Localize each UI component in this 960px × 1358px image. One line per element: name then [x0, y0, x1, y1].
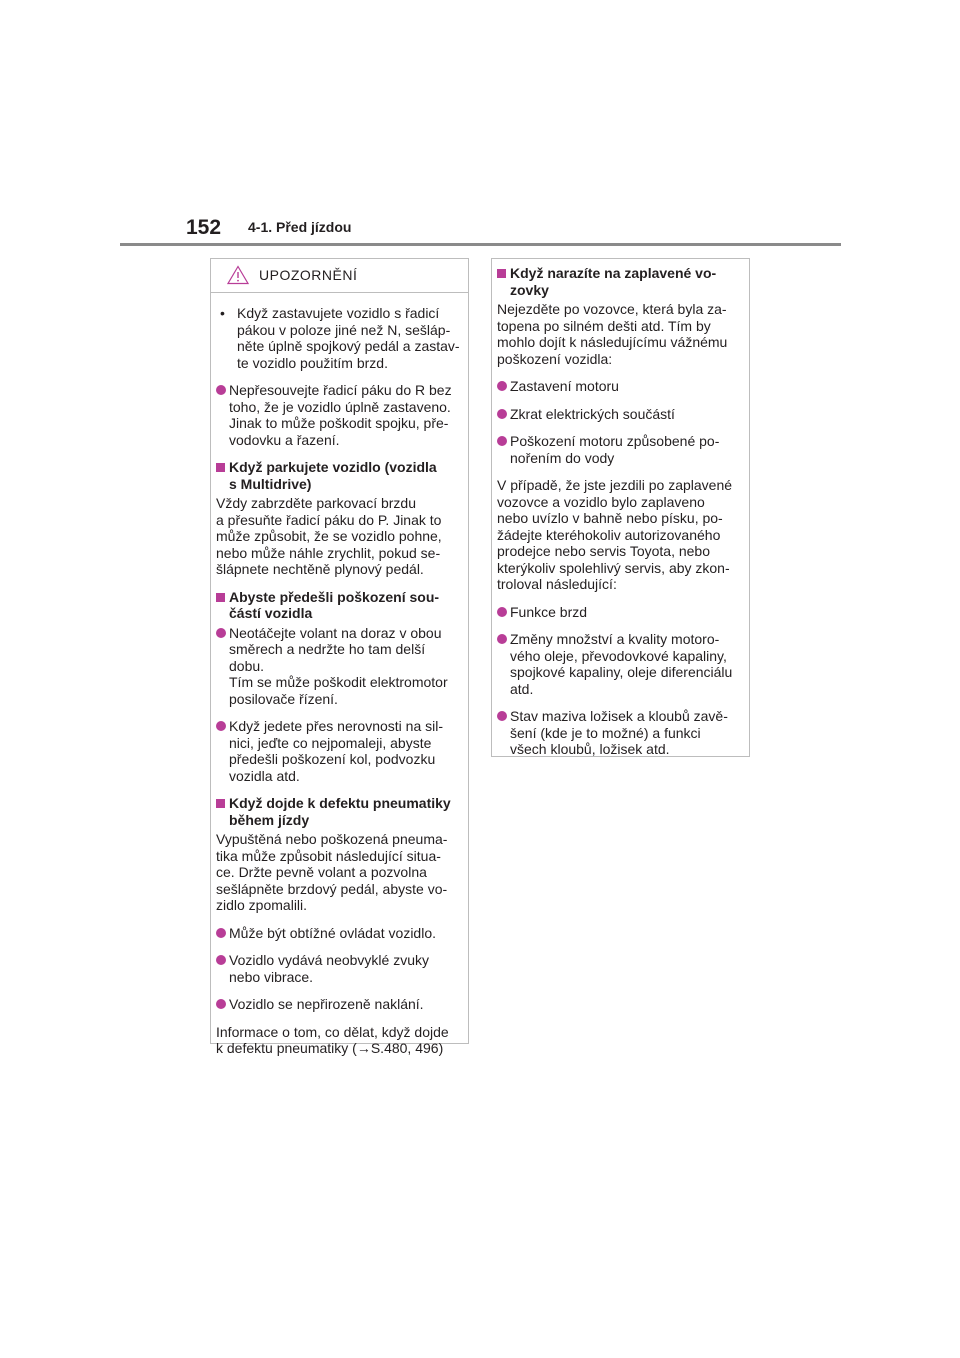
subheading: [216, 459, 463, 492]
text-line: sešlápněte brzdový pedál, abyste vo-: [216, 880, 448, 897]
list-item-text: [229, 952, 463, 985]
dot-bullet-icon: [216, 996, 229, 1013]
text-line: Nejezděte po vozovce, která byla za-: [497, 301, 727, 317]
list-item-text: [237, 305, 463, 371]
text-line: troloval následující:: [497, 576, 617, 592]
text-line: vozovce a vozidlo bylo zaplaveno: [497, 493, 705, 510]
list-item: [497, 378, 744, 395]
text-line: Tím se může poškodit elektromotor: [229, 674, 448, 690]
subheading-text: [229, 795, 463, 828]
text-line: zovky: [510, 281, 549, 298]
text-line: prodejce nebo servis Toyota, nebo: [497, 543, 710, 559]
list-item-text: [510, 604, 744, 621]
list-item: [216, 996, 463, 1013]
text-line: mohlo dojít k následujícímu vážnému: [497, 334, 728, 350]
list-item-text: [510, 433, 744, 466]
text-line: šení (kde je to možné) a funkci: [510, 724, 701, 741]
text-line: kterýkoliv spolehlivý servis, aby zkon-: [497, 559, 730, 576]
warning-box: [210, 258, 469, 1056]
subheading-text: [229, 589, 463, 622]
warning-content: [211, 293, 468, 1057]
text-line: předešli poškození kol, podvozku: [229, 751, 436, 767]
text-line: Informace o tom, co dělat, když dojde: [216, 1023, 449, 1040]
text-line: nebo může náhle zrychlit, pokud se-: [216, 544, 441, 561]
list-item: [497, 406, 744, 423]
text-line: během jízdy: [229, 811, 310, 828]
text-line: může způsobit, že se vozidlo pohne,: [216, 528, 442, 544]
text-line: Neotáčejte volant na doraz v obou: [229, 624, 442, 641]
paragraph: [497, 477, 744, 593]
text-line: toho, že je vozidlo úplně zastaveno.: [229, 398, 451, 415]
warning-triangle-icon: [227, 265, 249, 285]
text-line: ce. Držte pevně volant a pozvolna: [216, 864, 427, 880]
text-line: Jinak to může poškodit spojku, pře-: [229, 415, 449, 431]
text-line: něte úplně spojkový pedál a zastav-: [237, 338, 460, 354]
list-item-text: [510, 708, 744, 758]
list-item: [497, 631, 744, 697]
text-line: Když dojde k defektu pneumatiky: [229, 795, 451, 811]
dot-bullet-icon: [216, 925, 229, 942]
dot-bullet-icon: [497, 406, 510, 423]
text-line: Nepřesouvejte řadicí páku do R bez: [229, 382, 452, 398]
list-item-text: [229, 996, 463, 1013]
text-line: zidlo zpomalili.: [216, 897, 308, 913]
bullet-mark: •: [220, 305, 225, 321]
text-line: všech kloubů, ložisek atd.: [510, 741, 670, 757]
text-line: poškození vozidla:: [497, 350, 613, 367]
text-line: vodovku a řazení.: [229, 431, 340, 448]
text-line: spojkové kapaliny, oleje diferenciálu: [510, 664, 733, 680]
text-line: Abyste předešli poškození sou-: [229, 588, 440, 605]
square-bullet-icon: [497, 265, 510, 298]
list-item-text: [510, 378, 744, 395]
text-line: nici, jeďte co nejpomaleji, abyste: [229, 734, 432, 751]
warning-header: [211, 259, 468, 293]
text-line: atd.: [510, 680, 534, 697]
paragraph: [216, 495, 463, 578]
text-line: pákou v poloze jiné než N, sešláp-: [237, 321, 451, 338]
header-rule: [120, 243, 841, 246]
list-item-text: [510, 631, 744, 697]
info-content: [492, 259, 749, 758]
dot-bullet-icon: [216, 718, 229, 784]
square-bullet-icon: [216, 589, 229, 622]
text-line: směrech a nedržte ho tam delší: [229, 641, 426, 657]
text-line: Změny množství a kvality motoro-: [510, 631, 720, 647]
list-item-text: [229, 382, 463, 448]
text-line: Když zastavujete vozidlo s řadicí: [237, 305, 440, 321]
text-line: částí vozidla: [229, 605, 313, 621]
text-line: topena po silném dešti atd. Tím by: [497, 317, 711, 334]
text-line: vozidla atd.: [229, 767, 300, 784]
list-item-text: [510, 406, 744, 423]
text-line: nebo vibrace.: [229, 968, 314, 985]
list-item: [216, 952, 463, 985]
list-item: [216, 305, 463, 371]
warning-label: UPOZORNĚNÍ: [259, 267, 358, 283]
info-box: [491, 258, 750, 757]
dot-bullet-icon: [497, 708, 510, 758]
subheading: [216, 589, 463, 622]
dot-bullet-icon: [216, 625, 229, 708]
paragraph: [216, 831, 463, 914]
list-item-text: [229, 625, 463, 708]
list-item-text: [229, 925, 463, 942]
dot-bullet-icon: [497, 378, 510, 395]
text-line: žádejte kteréhokoliv autorizovaného: [497, 526, 721, 543]
text-line: Vozidlo se nepřirozeně naklání.: [229, 996, 424, 1012]
text-line: Zkrat elektrických součástí: [510, 405, 675, 422]
text-line: nořením do vody: [510, 449, 615, 466]
subheading-text: [510, 265, 744, 298]
text-line: te vozidlo použitím brzd.: [237, 354, 388, 371]
text-line: šlápnete nechtěně plynový pedál.: [216, 561, 424, 577]
text-line: dobu.: [229, 657, 265, 674]
dot-bullet-icon: [497, 604, 510, 621]
text-line: Zastavení motoru: [510, 378, 619, 394]
text-line: Poškození motoru způsobené po-: [510, 433, 720, 449]
text-line: s Multidrive): [229, 475, 312, 492]
text-line: nebo uvízlo v bahně nebo písku, po-: [497, 510, 723, 526]
text-line: Když narazíte na zaplavené vo-: [510, 265, 717, 281]
text-line: a přesuňte řadicí páku do P. Jinak to: [216, 511, 442, 528]
text-line: Když jedete přes nerovnosti na sil-: [229, 718, 443, 734]
text-line: Může být obtížné ovládat vozidlo.: [229, 924, 437, 941]
paragraph: [216, 1024, 463, 1057]
dot-bullet-icon: [497, 433, 510, 466]
section-title: 4-1. Před jízdou: [248, 219, 352, 235]
dot-bullet-icon: [216, 952, 229, 985]
square-bullet-icon: [216, 795, 229, 828]
text-line: Funkce brzd: [510, 603, 588, 620]
subheading: [497, 265, 744, 298]
dot-bullet-icon: [216, 382, 229, 448]
list-item: [497, 604, 744, 621]
text-line: Stav maziva ložisek a kloubů zavě-: [510, 708, 728, 724]
square-bullet-icon: [216, 459, 229, 492]
text-line: posilovače řízení.: [229, 690, 338, 707]
list-item: [216, 625, 463, 708]
list-item: [216, 382, 463, 448]
text-line: Vozidlo vydává neobvyklé zvuky: [229, 952, 429, 968]
list-item: [497, 708, 744, 758]
text-line: Vypuštěná nebo poškozená pneuma-: [216, 831, 448, 847]
text-line: k defektu pneumatiky (→S.480, 496): [216, 1040, 444, 1056]
list-item: [497, 433, 744, 466]
list-item-text: [229, 718, 463, 784]
subheading-text: [229, 459, 463, 492]
text-line: V případě, že jste jezdili po zaplavené: [497, 477, 733, 493]
subheading: [216, 795, 463, 828]
list-item: [216, 718, 463, 784]
text-line: Vždy zabrzděte parkovací brzdu: [216, 495, 416, 511]
page-number: 152: [186, 216, 222, 239]
list-item: [216, 925, 463, 942]
text-line: vého oleje, převodovkové kapaliny,: [510, 647, 727, 664]
text-line: tika může způsobit následující situa-: [216, 847, 441, 864]
text-line: Když parkujete vozidlo (vozidla: [229, 459, 437, 475]
dot-bullet-icon: [497, 631, 510, 697]
paragraph: [497, 301, 744, 367]
